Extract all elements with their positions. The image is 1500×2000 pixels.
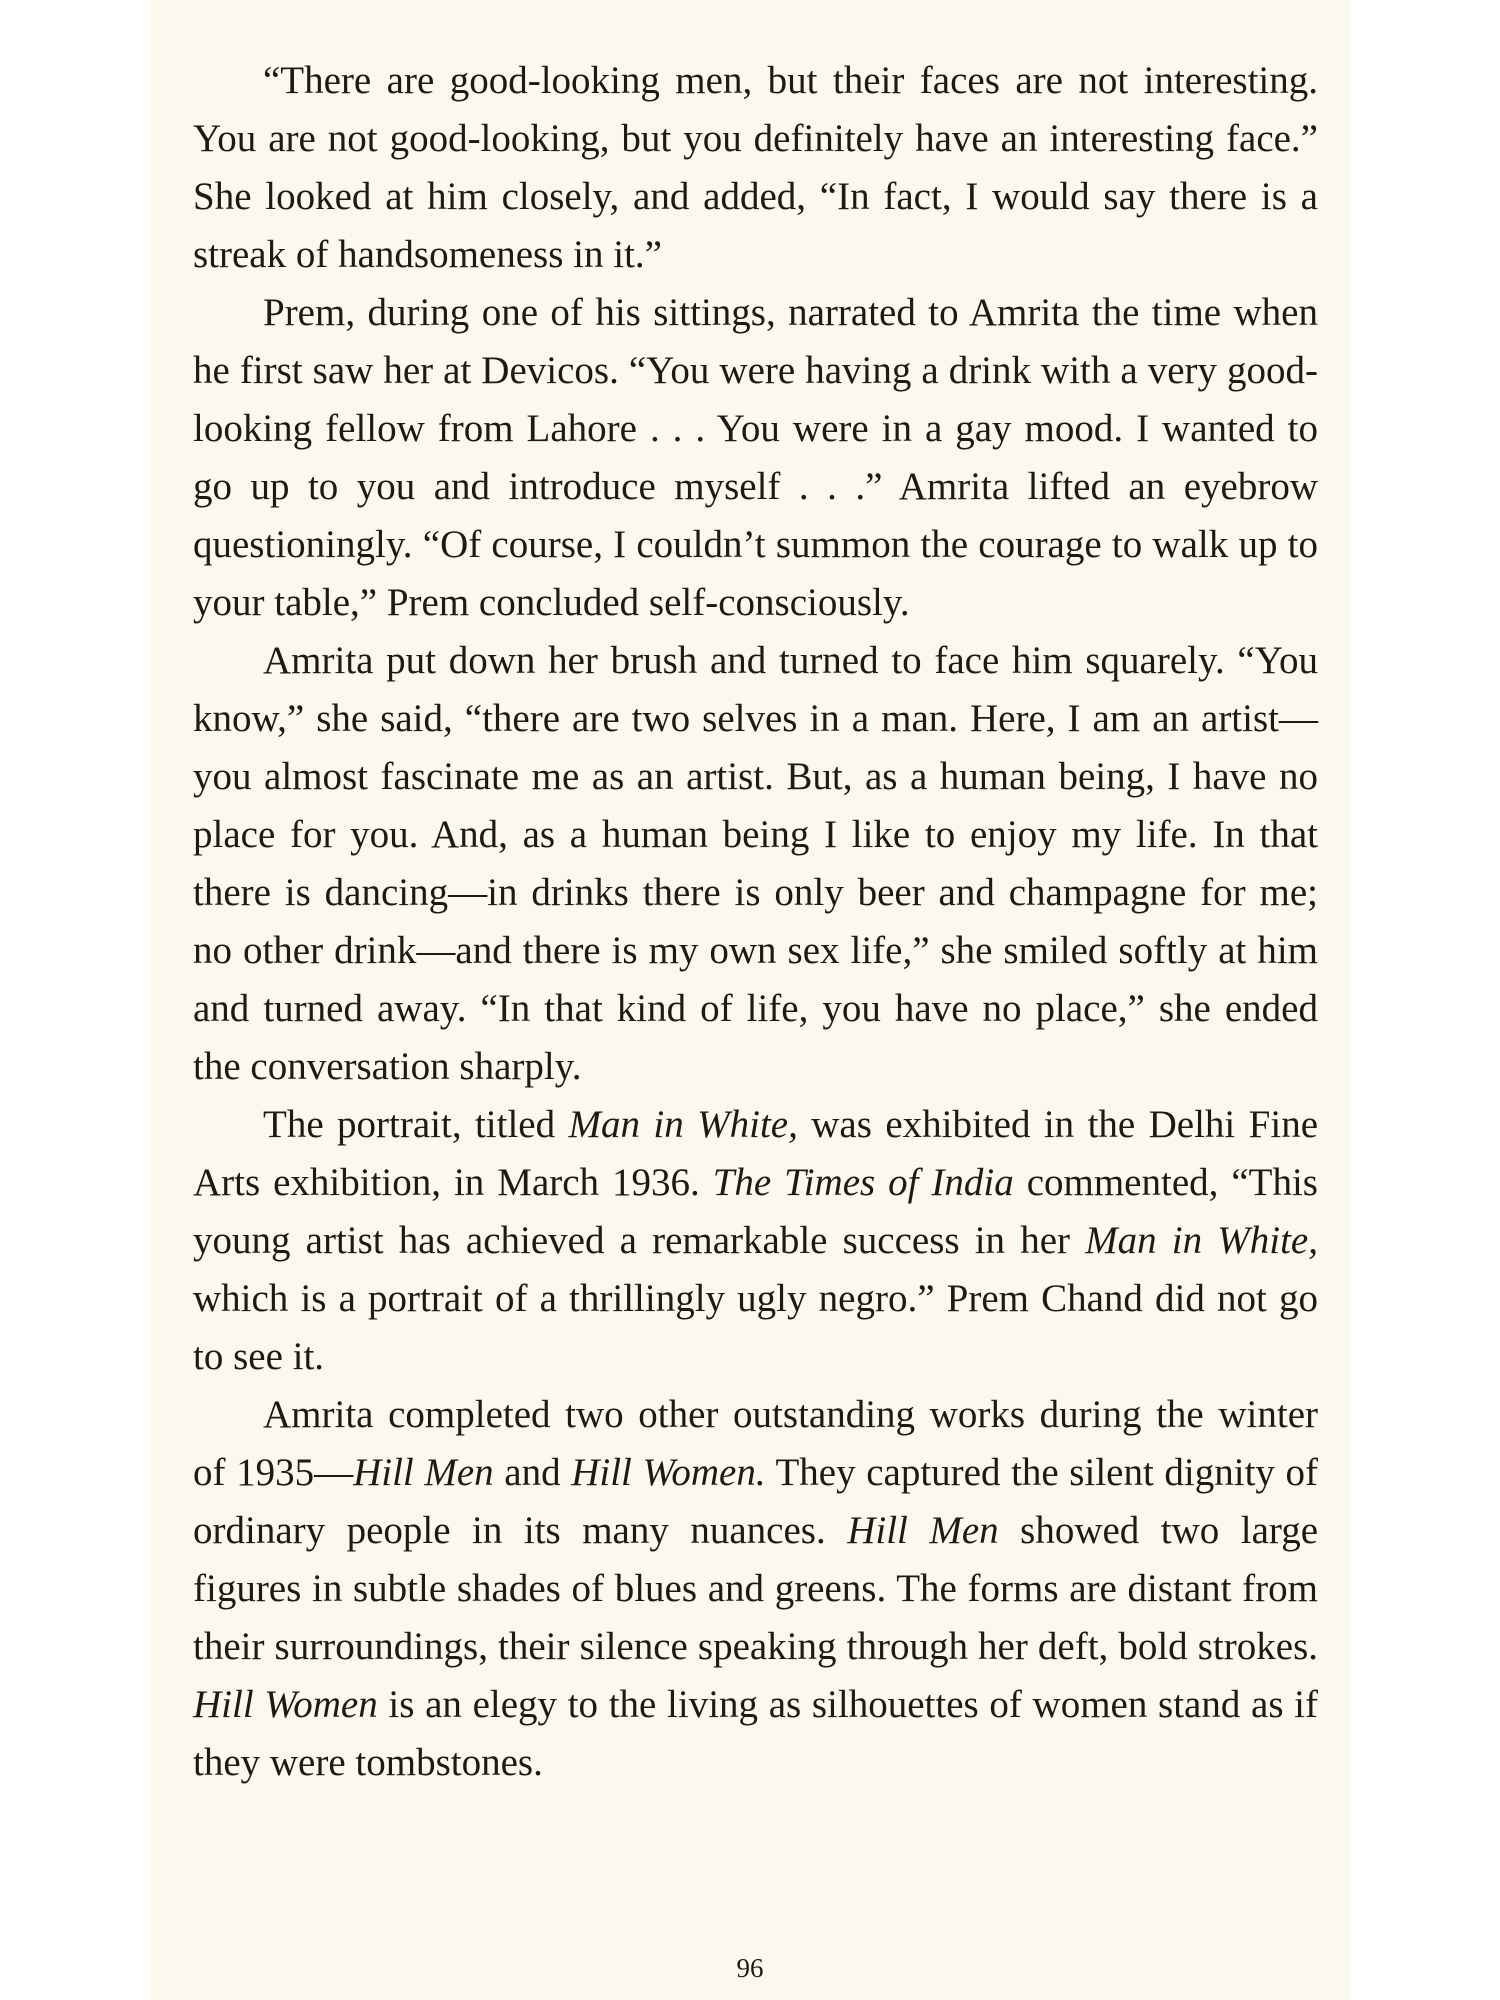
text-run: They captured the silent dignity of ordinary people in its many nuances.: [193, 1451, 1318, 1552]
paragraph: [193, 284, 1318, 632]
paragraph: [193, 632, 1318, 1096]
text-run: and: [493, 1451, 572, 1494]
italic-title-run: Hill Men: [847, 1509, 999, 1552]
italic-title-run: Hill Men: [353, 1451, 494, 1494]
italic-title-run: The Times of India: [712, 1161, 1014, 1204]
text-run: showed two large figures in subtle shades of blues and greens. The forms are distant from their surroundings, their silence speaking through her deft, bold strokes.: [193, 1509, 1319, 1668]
text-run: Amrita put down her brush and turned to face him squarely. “You know,” she said, “there are two selves in a man. Here, I am an artist—you almost fascinate me as an artist. But, as a human being, I have no place for you. And, as a human being I like to enjoy my life. In that there is dancing—in drinks there is only beer and champagne for me; no other drink—and there is my own sex life,” she smiled softly at him and turned away. “In that kind of life, you have no place,” she ended the conversation sharply.: [193, 639, 1318, 1088]
text-run: Amrita completed two other outstanding works during the winter of 1935—: [193, 1393, 1318, 1494]
text-run: commented, “This young artist has achieved a remarkable success in her: [193, 1161, 1318, 1262]
italic-title-run: Hill Women: [193, 1683, 378, 1726]
body-text: [193, 52, 1318, 1792]
italic-title-run: Man in White,: [568, 1103, 798, 1146]
italic-title-run: Hill Women.: [571, 1451, 766, 1494]
paragraph: [193, 52, 1318, 284]
italic-title-run: Man in White,: [1085, 1219, 1318, 1262]
text-run: is an elegy to the living as silhouettes of women stand as if they were tombstones.: [193, 1683, 1318, 1784]
paragraph: [193, 1386, 1318, 1792]
page-number: 96: [736, 1953, 764, 1983]
text-run: The portrait, titled: [263, 1103, 569, 1146]
text-run: “There are good-looking men, but their faces are not interesting. You are not good-looking, but you definitely have an interesting face.” She looked at him closely, and added, “In fact, I would say there is a streak of handsomeness in it.”: [193, 59, 1318, 276]
text-run: Prem, during one of his sittings, narrated to Amrita the time when he first saw her at Devicos. “You were having a drink with a very good-looking fellow from Lahore . . . You were in a gay mood. I wanted to go up to you and introduce myself . . .” Amrita lifted an eyebrow questioningly. “Of course, I couldn’t summon the courage to walk up to your table,” Prem concluded self-consciously.: [193, 291, 1318, 624]
paragraph: [193, 1096, 1318, 1386]
text-run: was exhibited in the Delhi Fine Arts exhibition, in March 1936.: [193, 1103, 1319, 1204]
book-page: [150, 0, 1350, 2000]
text-run: which is a portrait of a thrillingly ugly negro.” Prem Chand did not go to see it.: [193, 1277, 1318, 1378]
